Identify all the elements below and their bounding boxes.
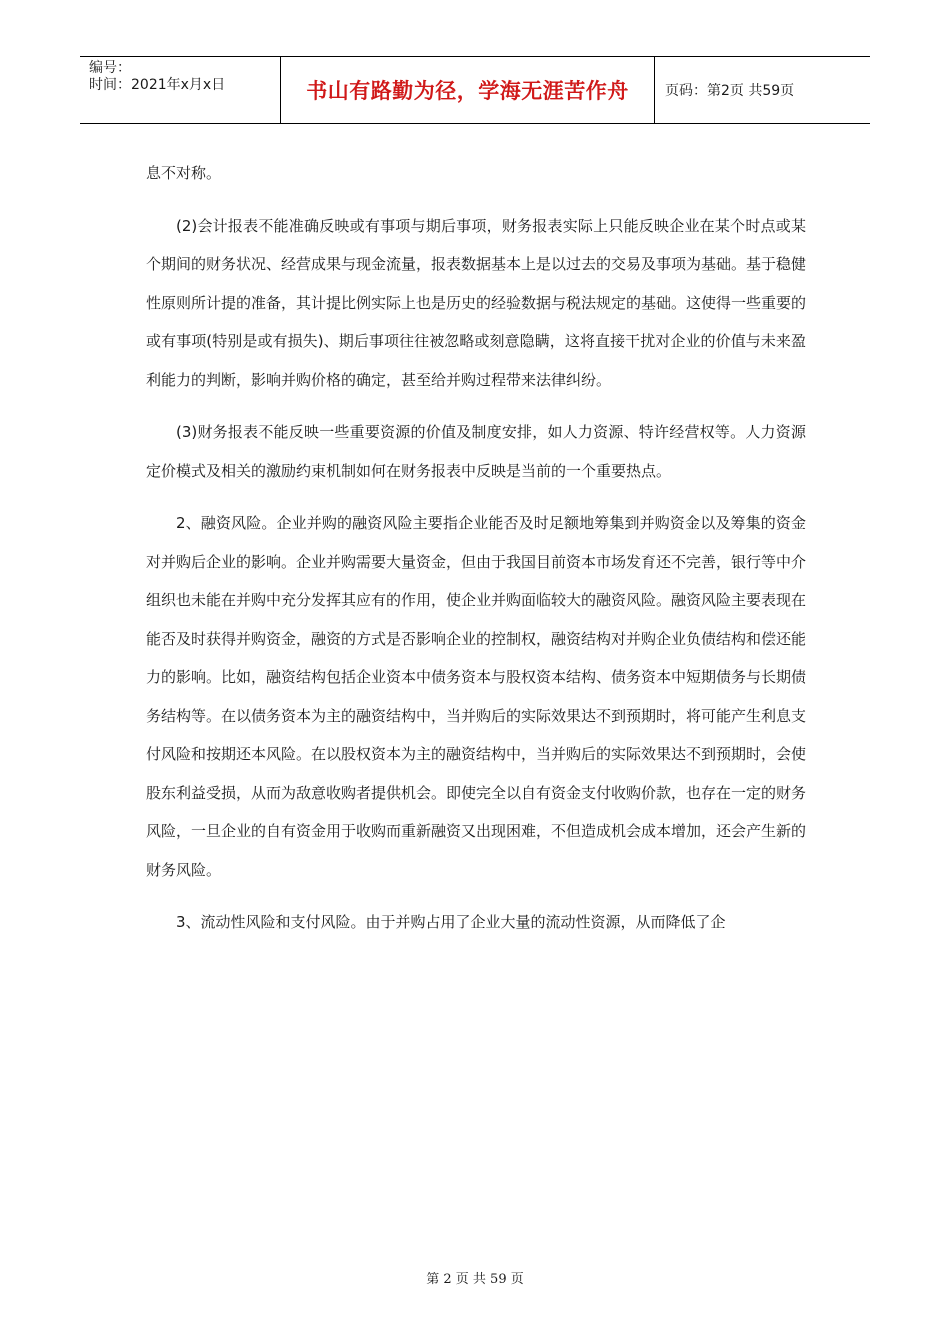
paragraph-financing-risk: 2、融资风险。企业并购的融资风险主要指企业能否及时足额地筹集到并购资金以及筹集的资金对并购后企业的影响。企业并购需要大量资金，但由于我国目前资本市场发育还不完善，银行等中介组织也未能在并购中充分发挥其应有的作用，使企业并购面临较大的融资风险。融资风险主要表现在能否及时获得并购资金，融资的方式是否影响企业的控制权，融资结构对并购企业负债结构和偿还能力的影响。比如，融资结构包括企业资本中债务资本与股权资本结构、债务资本中短期债务与长期债务结构等。在以债务资本为主的融资结构中，当并购后的实际效果达不到预期时，将可能产生利息支付风险和按期还本风险。在以股权资本为主的融资结构中，当并购后的实际效果达不到预期时，会使股东利益受损，从而为敌意收购者提供机会。即使完全以自有资金支付收购价款，也存在一定的财务风险，一旦企业的自有资金用于收购而重新融资又出现困难，不但造成机会成本增加，还会产生新的财务风险。 xyxy=(146,514,807,879)
document-number-label: 编号： xyxy=(89,60,131,76)
header-motto: 书山有路勤为径，学海无涯苦作舟 xyxy=(306,79,629,103)
page-header xyxy=(80,56,870,124)
header-page-info-cell xyxy=(655,57,870,123)
paragraph-continuation: 息不对称。 xyxy=(146,164,222,182)
paragraph-liquidity-risk: 3、流动性风险和支付风险。由于并购占用了企业大量的流动性资源，从而降低了企 xyxy=(176,913,726,931)
paragraph-contingent-events: (2)会计报表不能准确反映或有事项与期后事项，财务报表实际上只能反映企业在某个时点或某个期间的财务状况、经营成果与现金流量，报表数据基本上是以过去的交易及事项为基础。基于稳健性原则所计提的准备，其计提比例实际上也是历史的经验数据与税法规定的基础。这使得一些重要的或有事项(特别是或有损失)、期后事项往往被忽略或刻意隐瞒，这将直接干扰对企业的价值与未来盈利能力的判断，影响并购价格的确定，甚至给并购过程带来法律纠纷。 xyxy=(146,216,807,389)
header-meta xyxy=(80,57,281,123)
paragraph-resource-value: (3)财务报表不能反映一些重要资源的价值及制度安排，如人力资源、特许经营权等。人力资源定价模式及相关的激励约束机制如何在财务报表中反映是当前的一个重要热点。 xyxy=(146,423,806,480)
page-footer: 第 2 页 共 59 页 xyxy=(426,1272,524,1287)
document-time-label: 时间：2021年x月x日 xyxy=(89,77,226,93)
header-motto-cell xyxy=(281,57,655,123)
document-body xyxy=(146,154,806,956)
header-page-info: 页码：第2页 共59页 xyxy=(665,83,795,99)
